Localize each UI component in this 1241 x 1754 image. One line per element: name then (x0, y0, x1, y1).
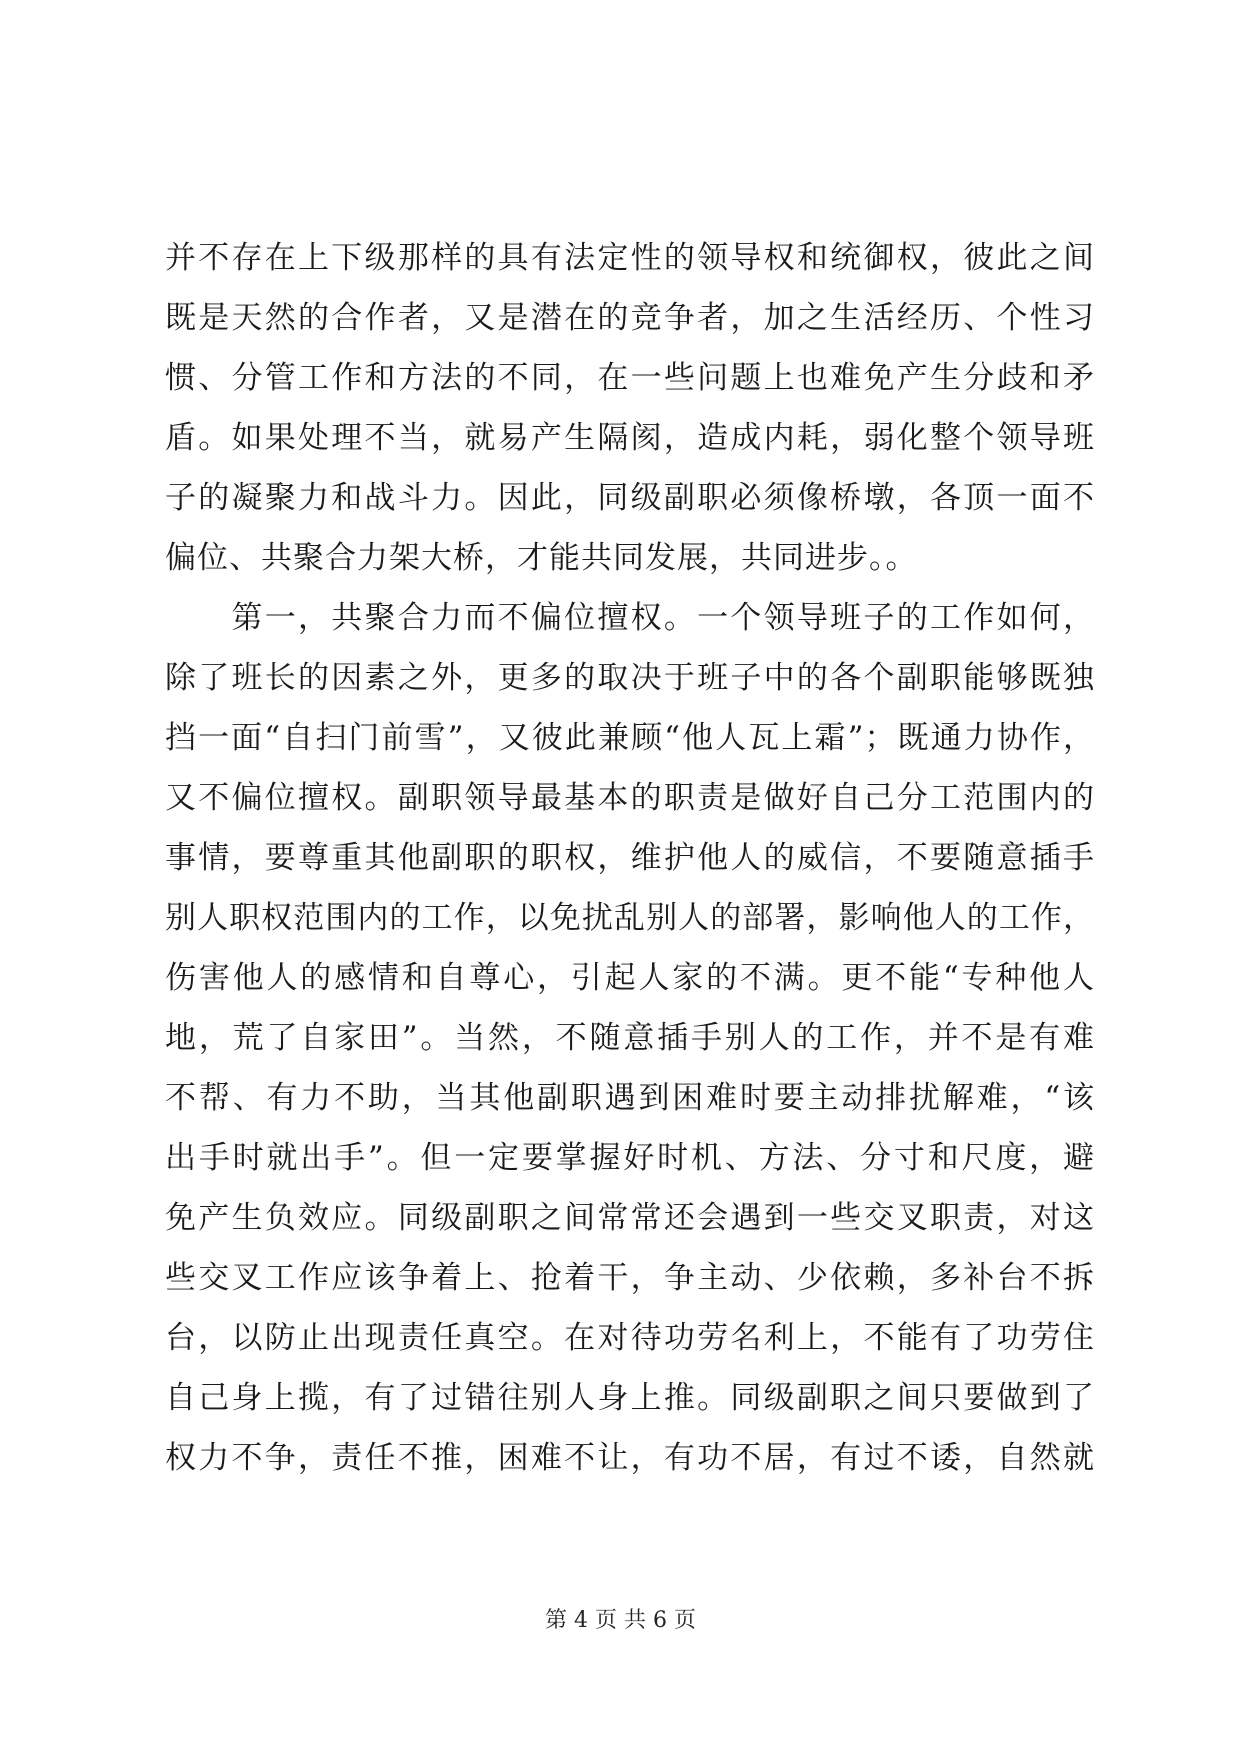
text-line: 第一，共聚合力而不偏位擅权。一个领导班子的工作如何， (165, 600, 1095, 636)
text-line: 免产生负效应。同级副职之间常常还会遇到一些交叉职责，对这 (165, 1200, 1095, 1236)
page-footer: 第 4 页 共 6 页 (545, 1608, 696, 1633)
text-line: 惯、分管工作和方法的不同，在一些问题上也难免产生分歧和矛 (165, 360, 1095, 396)
text-line: 别人职权范围内的工作，以免扰乱别人的部署，影响他人的工作， (165, 900, 1095, 936)
text-line: 些交叉工作应该争着上、抢着干，争主动、少依赖，多补台不拆 (165, 1260, 1095, 1296)
text-line: 盾。如果处理不当，就易产生隔阂，造成内耗，弱化整个领导班 (165, 420, 1095, 456)
text-line: 子的凝聚力和战斗力。因此，同级副职必须像桥墩，各顶一面不 (165, 480, 1095, 516)
text-line: 台，以防止出现责任真空。在对待功劳名利上，不能有了功劳住 (165, 1320, 1095, 1356)
text-line: 事情，要尊重其他副职的职权，维护他人的威信，不要随意插手 (165, 840, 1095, 876)
text-line: 地，荒了自家田”。当然，不随意插手别人的工作，并不是有难 (165, 1020, 1095, 1056)
text-line: 又不偏位擅权。副职领导最基本的职责是做好自己分工范围内的 (165, 780, 1095, 816)
text-line: 出手时就出手”。但一定要掌握好时机、方法、分寸和尺度，避 (165, 1140, 1095, 1176)
text-line: 挡一面“自扫门前雪”，又彼此兼顾“他人瓦上霜”；既通力协作， (165, 720, 1095, 756)
text-line: 伤害他人的感情和自尊心，引起人家的不满。更不能“专种他人 (165, 960, 1095, 996)
text-line: 不帮、有力不助，当其他副职遇到困难时要主动排扰解难，“该 (165, 1080, 1095, 1116)
text-line: 既是天然的合作者，又是潜在的竞争者，加之生活经历、个性习 (165, 300, 1095, 336)
body-text (165, 228, 1095, 1488)
text-line: 偏位、共聚合力架大桥，才能共同发展，共同进步。。 (165, 540, 918, 576)
text-line: 并不存在上下级那样的具有法定性的领导权和统御权，彼此之间 (165, 240, 1095, 276)
text-line: 权力不争，责任不推，困难不让，有功不居，有过不诿，自然就 (165, 1440, 1095, 1476)
text-line: 自己身上揽，有了过错往别人身上推。同级副职之间只要做到了 (165, 1380, 1095, 1416)
text-line: 除了班长的因素之外，更多的取决于班子中的各个副职能够既独 (165, 660, 1095, 696)
